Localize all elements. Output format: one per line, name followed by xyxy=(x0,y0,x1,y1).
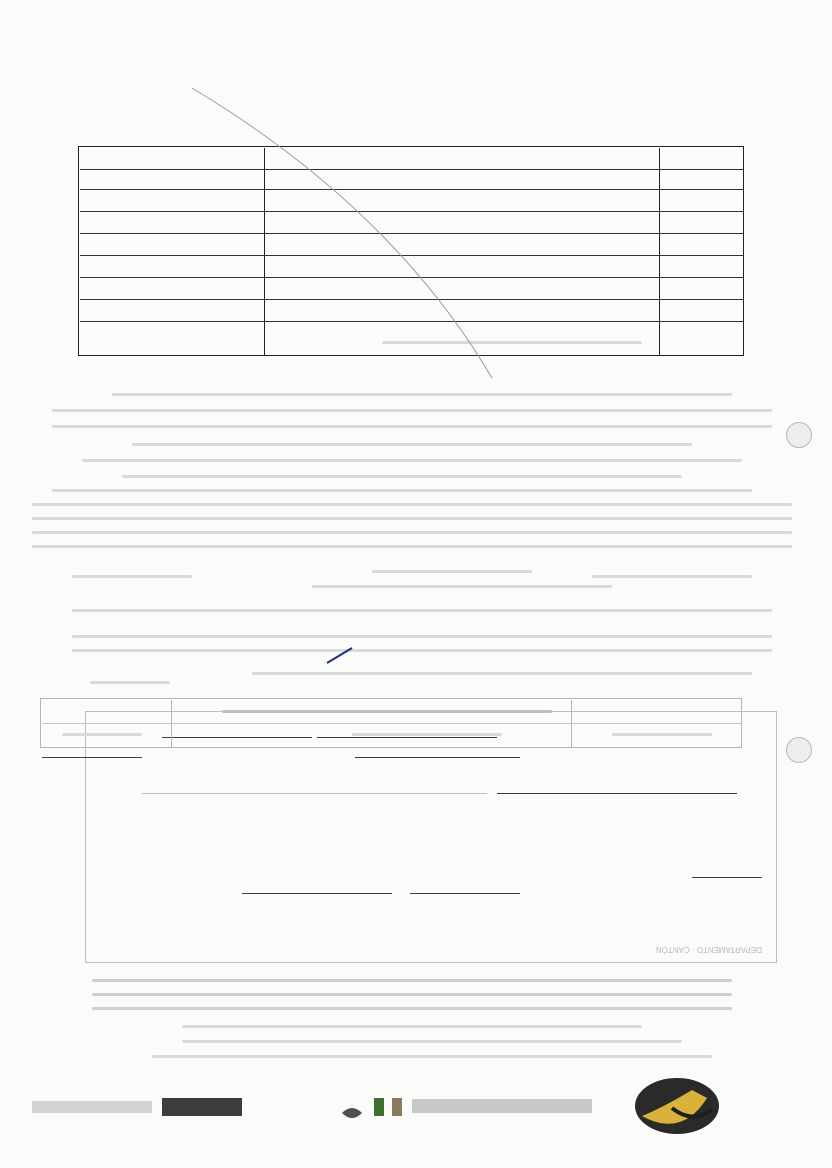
form-header-right: DEPARTAMENTO · CANTÓN xyxy=(655,945,762,954)
punch-hole xyxy=(786,422,812,448)
punch-hole xyxy=(786,737,812,763)
